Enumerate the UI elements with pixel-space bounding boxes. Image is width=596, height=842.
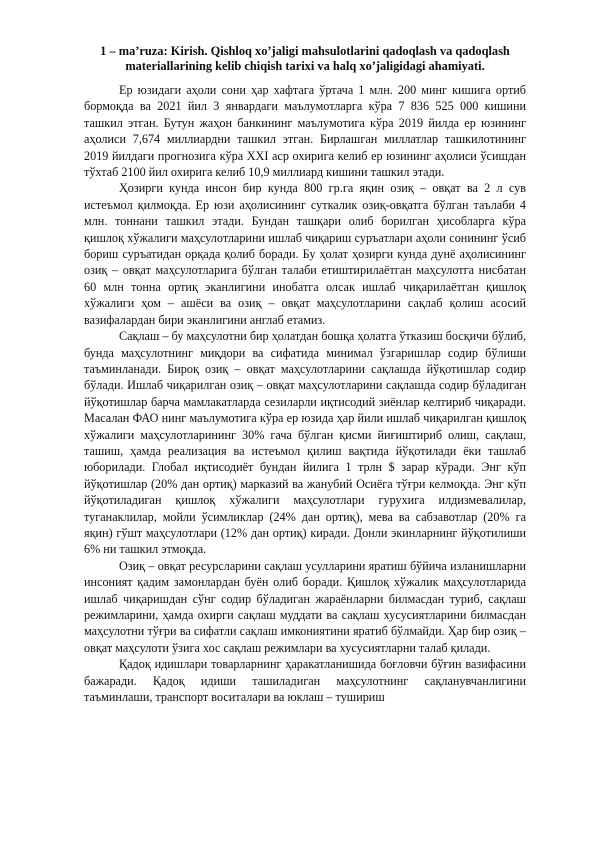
paragraph-storage-methods: Озиқ – овқат ресурсларини сақлаш усулларини яратиш бўйича изланишларни инсоният қадим замонлардан буён олиб боради. Қишлоқ хўжалик маҳсулотларида ишлаб чиқаришдан сўнг содир бўладиган жараёнларни билмасдан туриб, сақлаш режимларини, ҳамда охирги сақлаш муддати ва сақлаш хусусиятларини билмасдан маҳсулотни тўғри ва сифатли сақлаш имкониятини яратиб бўлмайди. Ҳар бир озиқ – овқат маҳсулоти ўзига хос сақлаш режимлари ва хусусиятларни талаб қилади. xyxy=(84,558,526,655)
paragraph-food-demand: Ҳозирги кунда инсон бир кунда 800 гр.га яқин озиқ – овқат ва 2 л сув истеъмол қилмоқда. Ер юзи аҳолисининг суткалик озиқ-овқатга бўлган таълаби 4 млн. тоннани ташкил этади. Бундан ташқари олиб борилган ҳисобларга кўра қишлоқ хўжалиги маҳсулотларини ишлаб чиқариш суръатлари аҳоли сонининг ўсиб бориш суръатидан орқада қолиб боради. Бу ҳолат ҳозирги кунда дунё аҳолисининг озиқ – овқат маҳсулотларига бўлган талаби етиштирилаётган маҳсулотга нисбатан 60 млн тонна ортиқ эканлигини инобатга олсак ишлаб чиқарилаётган қишлоқ хўжалиги ҳом – ашёси ва озиқ – овқат маҳсулотларини сақлаб қолиш асосий вазифалардан бири эканлигини англаб етамиз. xyxy=(84,181,526,327)
paragraph-packaging: Қадоқ идишлари товарларнинг ҳаракатланишида боғловчи бўғин вазифасини бажаради. Қадоқ идиши ташиладиган маҳсулотнинг сақланувчанлигини таъминлаши, транспорт воситалари ва юклаш – тушириш xyxy=(84,657,526,705)
lecture-title: 1 – ma’ruza: Kirish. Qishloq xo’jaligi mahsulotlarini qadoqlash va qadoqlash materiallarining kelib chiqish tarixi va halq xo’jaligidagi ahamiyati. xyxy=(100,44,510,73)
paragraph-population: Ер юзидаги аҳоли сони ҳар хафтага ўртача 1 млн. 200 минг кишига ортиб бормоқда ва 2021 йил 3 январдаги маълумотларга кўра 7 836 525 000 кишини ташкил этган. Бутун жаҳон банкининг маълумотига кўра 2019 йилда ер юзининг аҳолиси 7,674 миллиардни ташкил этган. Бирлашган миллатлар ташкилотининг 2019 йилдаги прогнозига кўра XXI аср охирига келиб ер юзининг аҳолиси ўсишдан тўхтаб 2100 йил охирига келиб 10,9 миллиард кишини ташкил этади. xyxy=(84,83,526,180)
paragraph-storage-losses: Сақлаш – бу маҳсулотни бир ҳолатдан бошқа ҳолатга ўтказиш босқичи бўлиб, бунда маҳсулотнинг миқдори ва сифатида минимал ўзгаришлар содир бўлиши таъминланади. Бироқ озиқ – овқат маҳсулотларини сақлашда йўқотишлар содир бўлади. Ишлаб чиқарилган озиқ – овқат маҳсулотларини сақлашда содир бўладиган йўқотишлар барча мамлакатларда сезиларли иқтисодий зиёнлар келтириб чиқаради. Масалан ФАО нинг маълумотига кўра ер юзида ҳар йили ишлаб чиқарилган қишлоқ хўжалиги маҳсулотларининг 30% гача бўлган қисми йиғиштириб олиш, сақлаш, ташиш, ҳамда реализация ва истеъмол қилиш вақтида йўқотилади ёки ташлаб юборилади. Глобал иқтисодиёт бундан йилига 1 трлн $ зарар кўради. Энг кўп йўқотишлар (20% дан ортиқ) марказий ва жанубий Осиёга тўғри келмоқда. Энг кўп йўқотиладиган қишлоқ хўжалиги маҳсулотлари гурухига илдизмевалилар, туганаклилар, мойли ўсимликлар (24% дан ортиқ), мева ва сабзавотлар (20% га яқин) гўшт маҳсулотлари (12% дан ортиқ) киради. Донли экинларнинг йўқотилиши 6% ни ташкил этмоқда. xyxy=(84,329,526,557)
